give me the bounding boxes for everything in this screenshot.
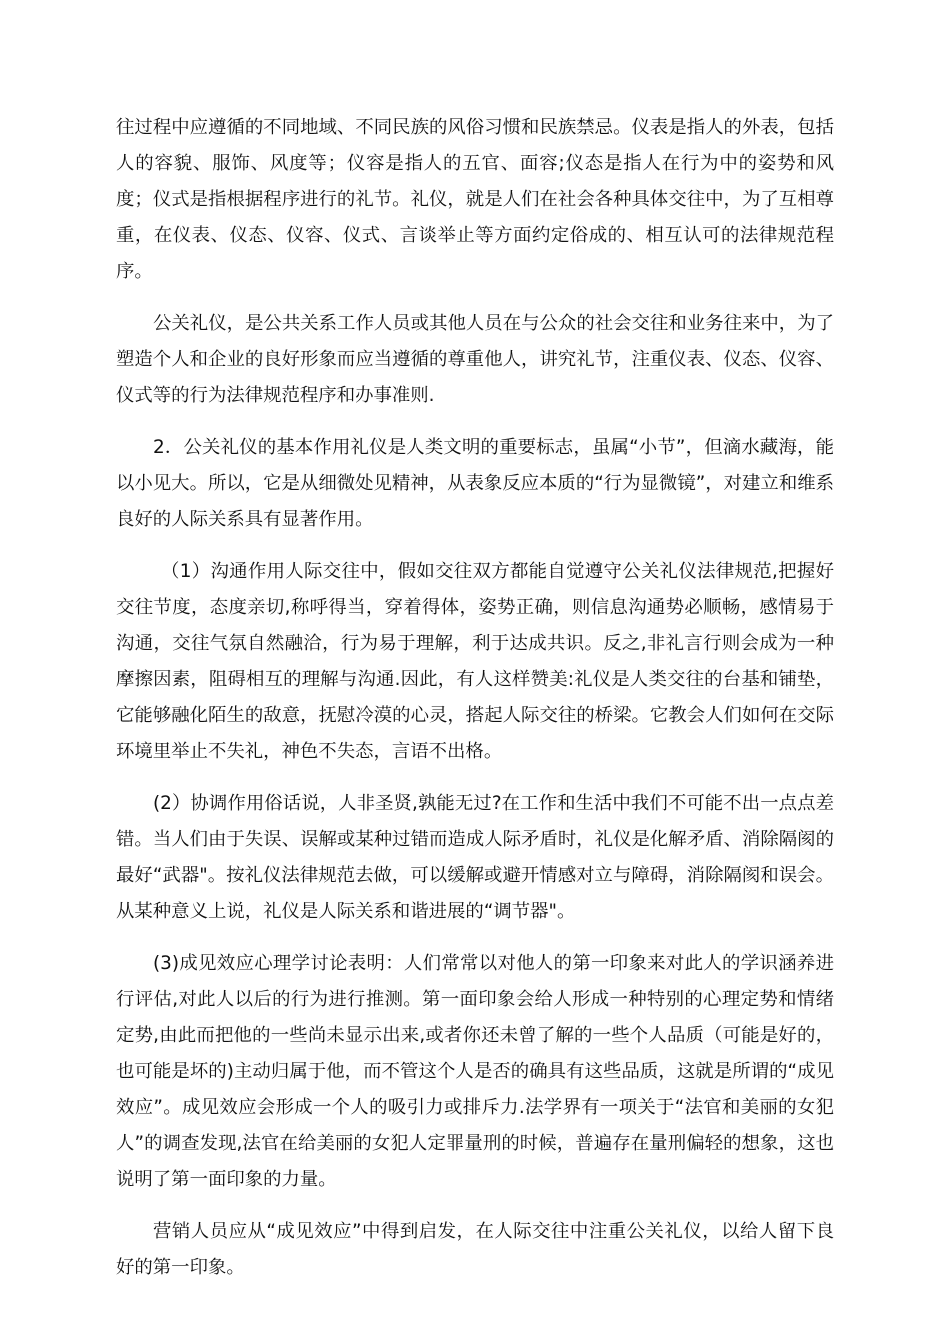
paragraph-coordination-function: (2）协调作用俗话说，人非圣贤,孰能无过?在工作和生活中我们不可能不出一点点差错。当人们由于失误、误解或某种过错而造成人际矛盾时，礼仪是化解矛盾、消除隔阂的最好“武器"。按礼仪法律规范去做，可以缓解或避开情感对立与障碍，消除隔阂和误会。从某种意义上说，礼仪是人际关系和谐进展的“调节器"。: [116, 793, 834, 922]
paragraph-halo-effect: (3)成见效应心理学讨论表明：人们常常以对他人的第一印象来对此人的学识涵养进行评估,对此人以后的行为进行推测。第一面印象会给人形成一种特别的心理定势和情绪定势,由此而把他的一些尚未显示出来,或者你还未曾了解的一些个人品质（可能是好的，也可能是坏的)主动归属于他，而不管这个人是否的确具有这些品质，这就是所谓的“成见效应”。成见效应会形成一个人的吸引力或排斥力.法学界有一项关于“法官和美丽的女犯人”的调查发现,法官在给美丽的女犯人定罪量刑的时候，普遍存在量刑偏轻的想象，这也说明了第一面印象的力量。: [116, 953, 834, 1190]
document-page: [116, 110, 834, 1302]
paragraph-pr-etiquette-definition: 公关礼仪，是公共关系工作人员或其他人员在与公众的社会交往和业务往来中，为了塑造个人和企业的良好形象而应当遵循的尊重他人，讲究礼节，注重仪表、仪态、仪容、仪式等的行为法律规范程序和办事准则.: [116, 313, 834, 406]
paragraph-communication-function: （1）沟通作用人际交往中，假如交往双方都能自觉遵守公关礼仪法律规范,把握好交往节度，态度亲切,称呼得当，穿着得体，姿势正确，则信息沟通势必顺畅，感情易于沟通，交往气氛自然融洽，行为易于理解，利于达成共识。反之,非礼言行则会成为一种摩擦因素，阻碍相互的理解与沟通.因此，有人这样赞美:礼仪是人类交往的台基和铺垫，它能够融化陌生的敌意，抚慰冷漠的心灵，搭起人际交往的桥梁。它教会人们如何在交际环境里举止不失礼，神色不失态，言语不出格。: [116, 561, 834, 762]
paragraph-etiquette-definition: 往过程中应遵循的不同地域、不同民族的风俗习惯和民族禁忌。仪表是指人的外表，包括人的容貌、服饰、风度等；仪容是指人的五官、面容;仪态是指人在行为中的姿势和风度；仪式是指根据程序进行的礼节。礼仪，就是人们在社会各种具体交往中，为了互相尊重，在仪表、仪态、仪容、仪式、言谈举止等方面约定俗成的、相互认可的法律规范程序。: [116, 117, 834, 282]
paragraph-basic-functions: 2．公关礼仪的基本作用礼仪是人类文明的重要标志，虽属“小节”，但滴水藏海，能以小见大。所以，它是从细微处见精神，从表象反应本质的“行为显微镜”，对建立和维系良好的人际关系具有显著作用。: [116, 437, 834, 530]
paragraph-marketing-conclusion: 营销人员应从“成见效应”中得到启发，在人际交往中注重公关礼仪，以给人留下良好的第一印象。: [116, 1221, 834, 1278]
